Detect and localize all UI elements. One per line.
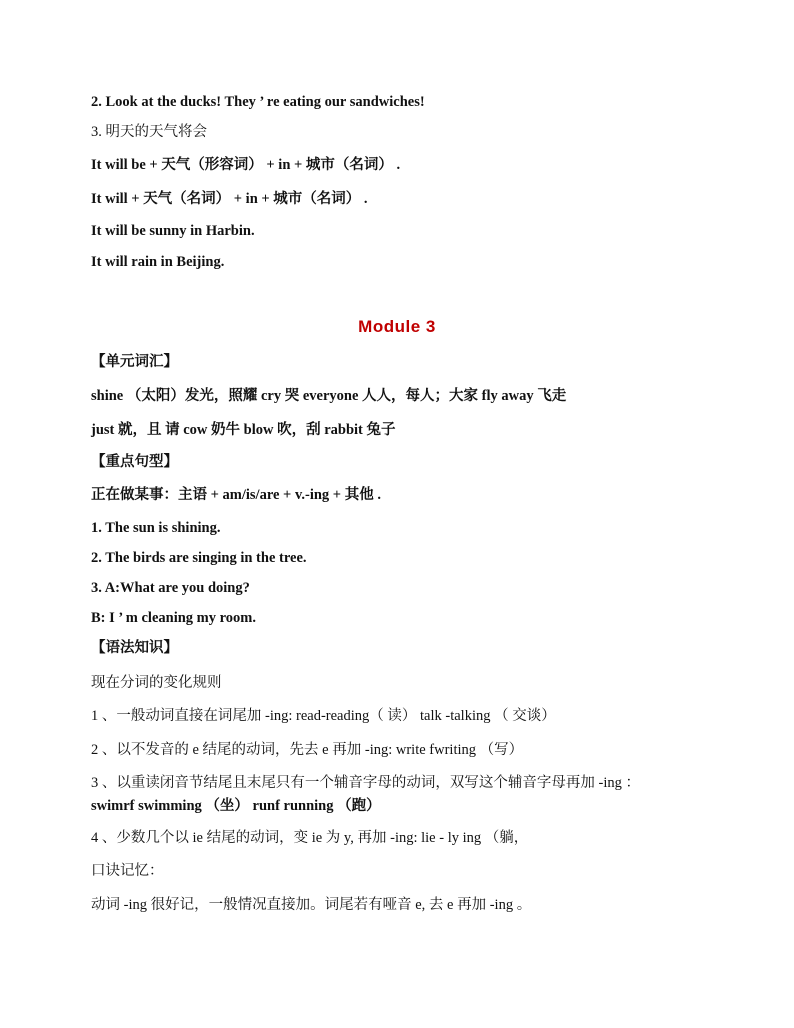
sentence-ducks: 2. Look at the ducks! They ’ re eating our sandwiches! — [91, 94, 425, 110]
example-beijing: It will rain in Beijing. — [91, 254, 225, 270]
vocab-header: 【单元词汇】 — [91, 354, 178, 370]
mnemonic-label: 口诀记忆： — [91, 863, 164, 879]
grammar-rule-2: 2 、以不发音的 e 结尾的动词，先去 e 再加 -ing: write fwriting （写） — [91, 742, 524, 758]
mnemonic-text: 动词 -ing 很好记，一般情况直接加。词尾若有哑音 e, 去 e 再加 -ing 。 — [91, 897, 532, 913]
sentence-3: 3. A:What are you doing? — [91, 580, 250, 596]
grammar-header: 【语法知识】 — [91, 640, 178, 656]
grammar-rule-3-examples: swimrf swimming （坐） runf running （跑） — [91, 798, 381, 814]
sentence-pattern: 正在做某事：主语 + am/is/are + v.-ing + 其他 . — [91, 487, 381, 503]
sentences-header: 【重点句型】 — [91, 454, 178, 470]
grammar-rule-3: 3 、以重读闭音节结尾且末尾只有一个辅音字母的动词，双写这个辅音字母再加 -ing ： — [91, 775, 640, 791]
module-title: Module 3 — [358, 317, 436, 336]
grammar-intro: 现在分词的变化规则 — [91, 675, 222, 691]
vocab-row-2: just 就，且 请 cow 奶牛 blow 吹，刮 rabbit 兔子 — [91, 422, 396, 438]
vocab-row-1: shine （太阳）发光，照耀 cry 哭 everyone 人人，每人；大家 fly away 飞走 — [91, 388, 567, 404]
weather-pattern-adjective: It will be + 天气（形容词） + in + 城市（名词） . — [91, 157, 401, 173]
grammar-rule-4: 4 、少数几个以 ie 结尾的动词，变 ie 为 y, 再加 -ing: lie - ly ing （躺， — [91, 830, 529, 846]
sentence-1: 1. The sun is shining. — [91, 520, 221, 536]
example-harbin: It will be sunny in Harbin. — [91, 223, 255, 239]
item-weather-heading: 3. 明天的天气将会 — [91, 124, 207, 140]
sentence-2: 2. The birds are singing in the tree. — [91, 550, 307, 566]
grammar-rule-1: 1 、一般动词直接在词尾加 -ing: read-reading（ 读） talk -talking （ 交谈） — [91, 708, 556, 724]
sentence-4: B: I ’ m cleaning my room. — [91, 610, 256, 626]
weather-pattern-noun: It will + 天气（名词） + in + 城市（名词） . — [91, 191, 368, 207]
